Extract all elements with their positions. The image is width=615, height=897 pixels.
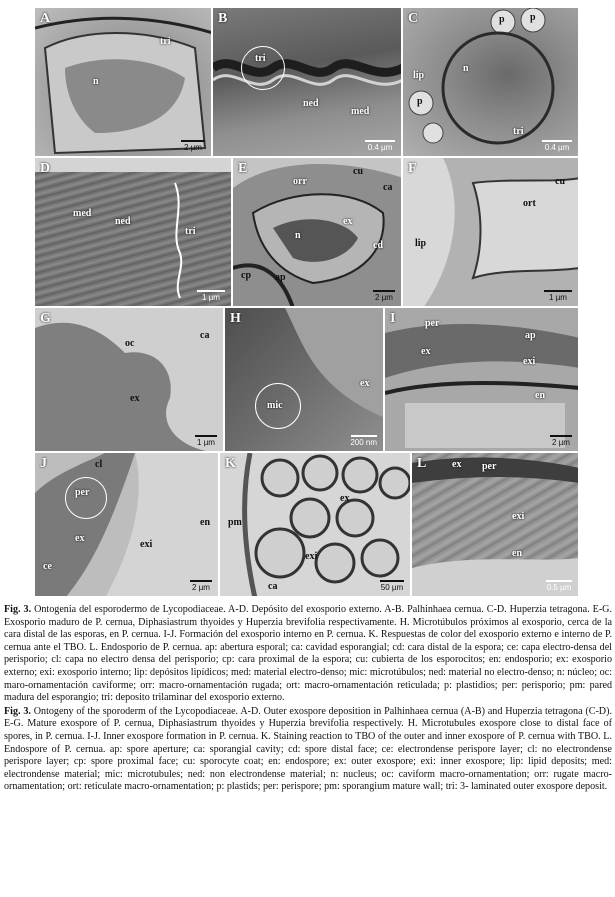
panel-f-label-lip: lip <box>415 238 427 249</box>
panel-l-label-en: en <box>512 548 522 559</box>
panel-a-scale-bar <box>181 140 205 152</box>
panel-i-label-exi: exi <box>523 356 536 367</box>
panel-a-label-n: n <box>93 76 99 87</box>
panel-k-letter: K <box>225 456 236 471</box>
panel-c-label-p-2: p <box>530 12 536 23</box>
panel-l-letter: L <box>417 456 427 471</box>
panel-f-micrograph <box>403 158 579 307</box>
panel-b <box>212 7 402 157</box>
panel-i-scale-label: 2 µm <box>552 438 570 447</box>
panel-i <box>384 307 579 452</box>
panel-g <box>34 307 224 452</box>
panel-e-scale-label: 2 µm <box>375 293 393 302</box>
panel-k-micrograph <box>220 453 411 597</box>
panel-k-label-exi: exi <box>305 551 318 562</box>
figure-plate <box>34 7 579 597</box>
panel-i-scale-bar <box>550 435 572 447</box>
caption-english <box>4 706 612 794</box>
panel-e-letter: E <box>238 161 248 176</box>
panel-d-label-med: med <box>73 208 92 219</box>
panel-c-scale-label: 0.4 µm <box>544 143 570 152</box>
panel-g-scale-bar <box>195 435 217 447</box>
panel-f-scale-bar <box>544 290 572 302</box>
panel-e-label-cd: cd <box>373 240 383 251</box>
panel-e-label-orr: orr <box>293 176 307 187</box>
panel-g-label-ex: ex <box>130 393 140 404</box>
panel-i-label-en: en <box>535 390 545 401</box>
panel-i-letter: I <box>390 311 396 326</box>
panel-k <box>219 452 411 597</box>
panel-e-label-ca: ca <box>383 182 393 193</box>
panel-h-scale-label: 200 nm <box>350 438 377 447</box>
panel-e-scale-bar <box>373 290 395 302</box>
panel-d-label-tri: tri <box>185 226 196 237</box>
panel-i-label-ap: ap <box>525 330 536 341</box>
panel-j-label-ce: ce <box>43 561 52 572</box>
panel-j-label-ex: ex <box>75 533 85 544</box>
panel-d <box>34 157 232 307</box>
panel-j-micrograph <box>35 453 219 597</box>
panel-e <box>232 157 402 307</box>
caption-english-title: Fig. 3. <box>4 705 31 717</box>
panel-k-label-ex: ex <box>340 493 350 504</box>
panel-e-label-cp: cp <box>241 270 251 281</box>
panel-l-label-ex: ex <box>452 459 462 470</box>
panel-e-label-cu: cu <box>353 166 363 177</box>
panel-c-scale-bar <box>542 140 572 152</box>
panel-b-letter: B <box>218 11 228 26</box>
caption-english-text: Ontogeny of the sporoderm of the Lycopodiaceae. A-D. Outer exospore deposition in Palhinhaea cernua (A-B) and Huperzia tetragona (C-D). E-G. Mature exospore of P. cernua, Diphasiastrum thyoides y Huperzia brevifolia respectively. H. Microtubules exospore close to distal face of spores, in P. cernua. I-J. Inner exospore formation in P. cernua. K. Staining reaction to TBO of the outer and inner exospore of P. cernua with TBO. L. Endospore of P. cernua. ap: spore aperture; ca: sporangial cavity; cd: spore distal face; ce: electrondense perispore layer; cl: no electrondense perispore layer; cp: spore proximal face; cu: sporocyte coat; en: endospore; ex: outer exospore; exi: inner exospore; lip: lipid deposits; med: electrondense material; mic: microtubules; ned: non electrondense material; n: nucleus; oc: caviform macro-ornamentation; orr: rugate macro-ornamentation; ort: reticulate macro-ornamentation; p: plastids; per: perispore; pm: sporangium mature wall; tri: 3- laminated outer exospore deposit. <box>4 705 612 793</box>
caption-spanish <box>4 604 612 705</box>
panel-k-label-pm: pm <box>228 517 242 528</box>
panel-f-letter: F <box>408 161 417 176</box>
panel-f-label-cu: cu <box>555 176 565 187</box>
panel-l-label-per: per <box>482 461 497 472</box>
panel-d-label-ned: ned <box>115 216 131 227</box>
panel-l-scale-label: 0.5 µm <box>546 583 572 592</box>
figure-caption <box>4 604 612 795</box>
panel-f <box>402 157 579 307</box>
panel-a-micrograph <box>35 8 212 157</box>
panel-k-label-ca: ca <box>268 581 278 592</box>
panel-j-label-cl: cl <box>95 459 103 470</box>
panel-j-label-exi: exi <box>140 539 153 550</box>
panel-c-label-lip: lip <box>413 70 425 81</box>
panel-h-label-mic: mic <box>267 400 283 411</box>
panel-j-scale-label: 2 µm <box>192 583 210 592</box>
panel-d-scale-label: 1 µm <box>202 293 220 302</box>
panel-c-label-p-1: p <box>499 14 505 25</box>
panel-d-micrograph <box>35 158 232 307</box>
panel-b-label-med: med <box>351 106 370 117</box>
panel-k-scale-label: 50 µm <box>380 583 404 592</box>
panel-f-scale-label: 1 µm <box>549 293 567 302</box>
panel-k-scale-bar <box>380 580 404 592</box>
panel-h <box>224 307 384 452</box>
panel-c-label-p-3: p <box>417 96 423 107</box>
panel-j <box>34 452 219 597</box>
panel-b-scale-bar <box>365 140 395 152</box>
panel-l-micrograph <box>412 453 579 597</box>
panel-e-label-ex: ex <box>343 216 353 227</box>
panel-f-label-ort: ort <box>523 198 536 209</box>
panel-g-label-oc: oc <box>125 338 135 349</box>
panel-b-scale-label: 0.4 µm <box>367 143 393 152</box>
panel-d-scale-bar <box>197 290 225 302</box>
caption-spanish-title: Fig. 3. <box>4 604 32 615</box>
panel-b-label-ned: ned <box>303 98 319 109</box>
panel-c-label-tri: tri <box>513 126 524 137</box>
panel-h-scale-bar <box>350 435 377 447</box>
panel-j-label-per: per <box>75 487 90 498</box>
panel-l-label-exi: exi <box>512 511 525 522</box>
panel-e-label-ap: ap <box>275 272 286 283</box>
panel-j-letter: J <box>40 456 47 471</box>
caption-spanish-text: Ontogenia del esporodermo de Lycopodiaceae. A-D. Depósito del exosporio externo. A-B. Palhinhaea cernua. C-D. Huperzia tetragona. E-G. Exosporio maduro de P. cernua, Diphasiastrum thyoides y Huperzia brevifolia respectivamente. H. Microtúbulos próximos al exosporio, cerca de la cara distal de las esporas, en P. cernua. I-J. Formación del exosporio interno en P. cernua. K. Respuestas de color del exosporio externo e interno de P. cernua ante el TBO. L. Endosporio de P. cernua. ap: abertura esporal; ca: cavidad esporangial; cd: cara distal de la espora; ce: capa electro-densa del perisporio; cl: capa no electro densa del perisporio; cp: cara proximal de la espora; cu: cubierta de los esporocitos; en: endosporio; ex: exosporio externo; exi: exosporio interno; lip: depósitos lipídicos; med: material electro-denso; mic: microtúbulos; ned: material no electro-denso; n: núcleo; oc: maro-ornamentación caviforme; orr: macro-ornamentación rugada; ort: macro-ornamentación reticulada; p: plastidios; per: perisporio; pm: pared madura del esporangio; tri: deposito trilaminar del exosporio externo. <box>4 604 612 704</box>
panel-a-letter: A <box>40 11 51 26</box>
panel-l <box>411 452 579 597</box>
panel-i-label-per: per <box>425 318 440 329</box>
panel-a-label-tri: tri <box>160 36 171 47</box>
panel-d-letter: D <box>40 161 51 176</box>
panel-h-label-ex: ex <box>360 378 370 389</box>
panel-c <box>402 7 579 157</box>
panel-a-scale-label: 2 µm <box>184 143 202 152</box>
panel-j-label-en: en <box>200 517 210 528</box>
panel-g-letter: G <box>40 311 51 326</box>
panel-i-micrograph <box>385 308 579 452</box>
panel-h-letter: H <box>230 311 241 326</box>
panel-e-label-n: n <box>295 230 301 241</box>
panel-c-micrograph <box>403 8 579 157</box>
panel-j-highlight-circle <box>65 477 107 519</box>
panel-c-letter: C <box>408 11 419 26</box>
panel-b-micrograph <box>213 8 402 157</box>
panel-i-label-ex: ex <box>421 346 431 357</box>
panel-j-scale-bar <box>190 580 212 592</box>
panel-g-scale-label: 1 µm <box>197 438 215 447</box>
panel-l-scale-bar <box>546 580 572 592</box>
panel-a <box>34 7 212 157</box>
panel-g-label-ca: ca <box>200 330 210 341</box>
panel-g-micrograph <box>35 308 224 452</box>
panel-e-micrograph <box>233 158 402 307</box>
panel-c-label-n: n <box>463 63 469 74</box>
panel-b-label-tri: tri <box>255 53 266 64</box>
